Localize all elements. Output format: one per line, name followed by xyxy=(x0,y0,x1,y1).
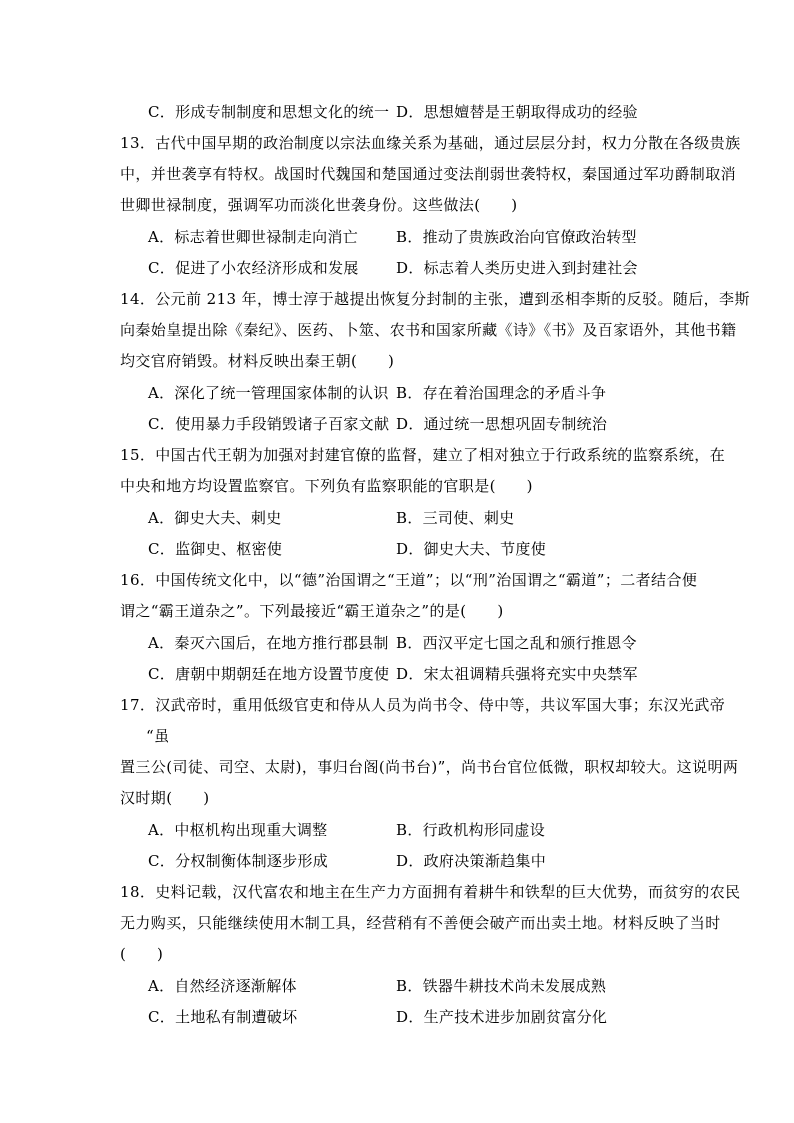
q14-option-d: D．通过统一思想巩固专制统治 xyxy=(396,415,608,433)
q15-option-b: B．三司使、刺史 xyxy=(396,509,515,527)
q14-stem-line-2: 向秦始皇提出除《秦纪》、医药、卜筮、农书和国家所藏《诗》《书》及百家语外，其他书籍 xyxy=(120,321,737,339)
q16-option-c: C．唐朝中期朝廷在地方设置节度使 xyxy=(148,665,390,683)
q17-stem-line-3: 置三公(司徒、司空、太尉)，事归台阁(尚书台)”，尚书台官位低微，职权却较大。这说明两 xyxy=(120,758,739,776)
q18-option-c: C．土地私有制遭破坏 xyxy=(148,1008,298,1026)
q16-stem-line-2: 谓之“霸王道杂之”。下列最接近“霸王道杂之”的是( ) xyxy=(120,602,504,620)
q17-option-d: D．政府决策渐趋集中 xyxy=(396,852,547,870)
q12-option-d: D．思想嬗替是王朝取得成功的经验 xyxy=(396,103,638,121)
q13-option-d: D．标志着人类历史进入到封建社会 xyxy=(396,259,638,277)
q17-option-b: B．行政机构形同虚设 xyxy=(396,821,546,839)
q17-stem-line-2: “虽 xyxy=(146,727,170,745)
q14-stem-line-1: 14．公元前 213 年，博士淳于越提出恢复分封制的主张，遭到丞相李斯的反驳。随后，李斯 xyxy=(120,290,750,308)
q14-option-b: B．存在着治国理念的矛盾斗争 xyxy=(396,384,607,402)
q13-stem-line-3: 世卿世禄制度，强调军功而淡化世袭身份。这些做法( ) xyxy=(120,196,518,214)
q16-option-d: D．宋太祖调精兵强将充实中央禁军 xyxy=(396,665,638,683)
q16-stem-line-1: 16．中国传统文化中，以“德”治国谓之“王道”；以“刑”治国谓之“霸道”；二者结合便 xyxy=(120,571,698,589)
q12-option-c: C．形成专制制度和思想文化的统一 xyxy=(148,103,390,121)
q17-stem-line-1: 17．汉武帝时，重用低级官吏和侍从人员为尚书令、侍中等，共议军国大事；东汉光武帝 xyxy=(120,696,726,714)
q13-option-a: A．标志着世卿世禄制走向消亡 xyxy=(148,228,359,246)
q13-stem-line-2: 中，并世袭享有特权。战国时代魏国和楚国通过变法削弱世袭特权，秦国通过军功爵制取消 xyxy=(120,165,737,183)
q14-option-c: C．使用暴力手段销毁诸子百家文献 xyxy=(148,415,390,433)
q14-stem-line-3: 均交官府销毁。材料反映出秦王朝( ) xyxy=(120,352,395,370)
q17-option-a: A．中枢机构出现重大调整 xyxy=(148,821,328,839)
q15-option-a: A．御史大夫、刺史 xyxy=(148,509,282,527)
q13-stem-line-1: 13．古代中国早期的政治制度以宗法血缘关系为基础，通过层层分封，权力分散在各级贵族 xyxy=(120,134,741,152)
q15-option-c: C．监御史、枢密使 xyxy=(148,540,283,558)
q16-option-a: A．秦灭六国后，在地方推行郡县制 xyxy=(148,634,389,652)
q16-option-b: B．西汉平定七国之乱和颁行推恩令 xyxy=(396,634,637,652)
q13-option-b: B．推动了贵族政治向官僚政治转型 xyxy=(396,228,637,246)
q18-stem-line-2: 无力购买，只能继续使用木制工具，经营稍有不善便会破产而出卖土地。材料反映了当时 xyxy=(120,914,721,932)
q18-stem-line-1: 18．史料记载，汉代富农和地主在生产力方面拥有着耕牛和铁犁的巨大优势，而贫穷的农民 xyxy=(120,883,741,901)
q13-option-c: C．促进了小农经济形成和发展 xyxy=(148,259,359,277)
q15-stem-line-1: 15．中国古代王朝为加强对封建官僚的监督，建立了相对独立于行政系统的监察系统，在 xyxy=(120,446,726,464)
q18-stem-line-3: ( ) xyxy=(120,945,164,963)
q18-option-d: D．生产技术进步加剧贫富分化 xyxy=(396,1008,608,1026)
q15-option-d: D．御史大夫、节度使 xyxy=(396,540,547,558)
q18-option-a: A．自然经济逐渐解体 xyxy=(148,977,297,995)
q18-option-b: B．铁器牛耕技术尚未发展成熟 xyxy=(396,977,607,995)
q15-stem-line-2: 中央和地方均设置监察官。下列负有监察职能的官职是( ) xyxy=(120,477,533,495)
q17-stem-line-4: 汉时期( ) xyxy=(120,789,210,807)
q14-option-a: A．深化了统一管理国家体制的认识 xyxy=(148,384,389,402)
q17-option-c: C．分权制衡体制逐步形成 xyxy=(148,852,329,870)
